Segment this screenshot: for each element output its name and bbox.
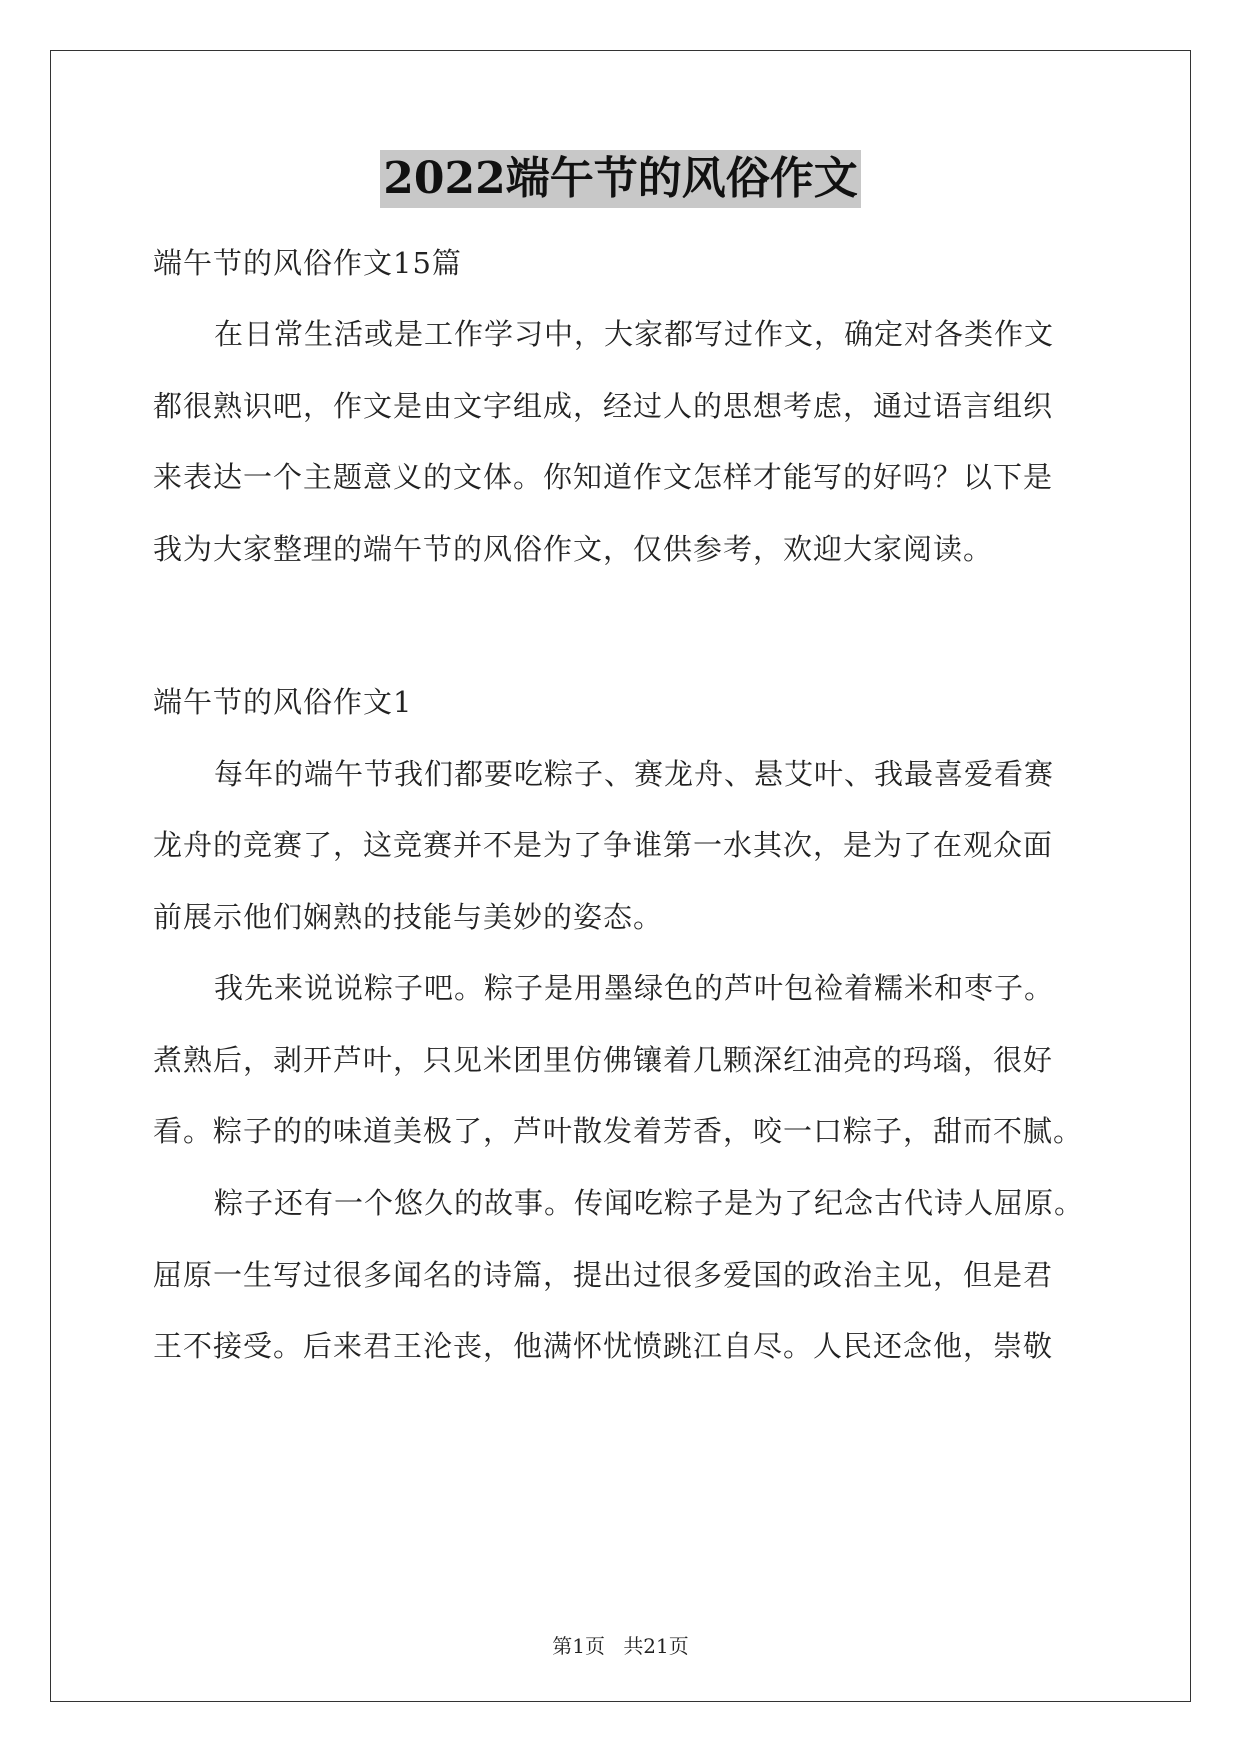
document-title: 2022端午节的风俗作文	[380, 150, 860, 208]
paragraph-line: 龙舟的竞赛了，这竞赛并不是为了争谁第一水其次，是为了在观众面	[153, 828, 1054, 862]
paragraph-line: 粽子还有一个悠久的故事。传闻吃粽子是为了纪念古代诗人屈原。	[214, 1186, 1085, 1220]
paragraph-line: 煮熟后，剥开芦叶，只见米团里仿佛镶着几颗深红油亮的玛瑙，很好	[153, 1043, 1054, 1077]
paragraph-line: 王不接受。后来君王沦丧，他满怀忧愤跳江自尽。人民还念他，崇敬	[153, 1329, 1054, 1363]
section-heading: 端午节的风俗作文1	[153, 685, 413, 719]
paragraph-line: 每年的端午节我们都要吃粽子、赛龙舟、悬艾叶、我最喜爱看赛	[214, 757, 1055, 791]
page-total: 共21页	[623, 1634, 689, 1658]
paragraph-line: 在日常生活或是工作学习中，大家都写过作文，确定对各类作文	[214, 317, 1055, 351]
paragraph-line: 看。粽子的的味道美极了，芦叶散发着芳香，咬一口粽子，甜而不腻。	[153, 1114, 1084, 1148]
subtitle-line: 端午节的风俗作文15篇	[153, 246, 462, 280]
title-container	[0, 150, 1241, 208]
paragraph-line: 我为大家整理的端午节的风俗作文，仅供参考，欢迎大家阅读。	[153, 532, 994, 566]
paragraph-line: 都很熟识吧，作文是由文字组成，经过人的思想考虑，通过语言组织	[153, 389, 1054, 423]
paragraph-line: 前展示他们娴熟的技能与美妙的姿态。	[153, 900, 664, 934]
paragraph-line: 屈原一生写过很多闻名的诗篇，提出过很多爱国的政治主见，但是君	[153, 1258, 1054, 1292]
paragraph-line: 我先来说说粽子吧。粽子是用墨绿色的芦叶包裣着糯米和枣子。	[214, 971, 1055, 1005]
page-border	[50, 50, 1191, 1702]
page-number: 第1页	[552, 1634, 605, 1658]
page-footer	[0, 1630, 1241, 1659]
paragraph-line: 来表达一个主题意义的文体。你知道作文怎样才能写的好吗？以下是	[153, 460, 1054, 494]
